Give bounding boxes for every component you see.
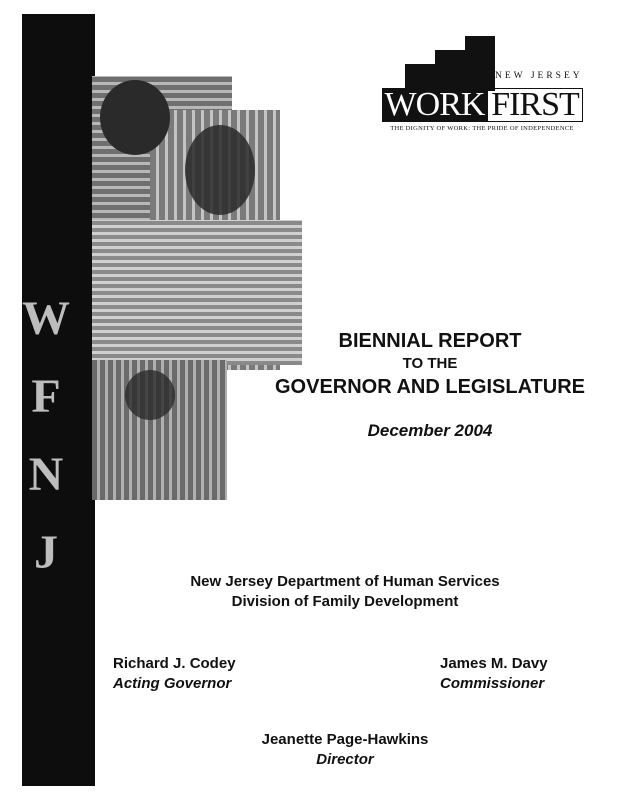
department-block (150, 572, 540, 612)
photo-head-woman (185, 125, 255, 215)
spine-letter-n: N (28, 448, 64, 501)
logo-work-text: WORK (382, 88, 487, 122)
commissioner-title: Commissioner (440, 675, 545, 692)
commissioner-name: James M. Davy (440, 655, 548, 672)
photo-head-child (125, 370, 175, 420)
director-block (220, 730, 470, 770)
logo-stairs-graphic (405, 36, 495, 91)
spine-letter-w: W (22, 292, 70, 345)
workfirst-nj-logo (377, 36, 587, 136)
title-line-1: BIENNIAL REPORT (338, 330, 522, 352)
director-title: Director (316, 751, 374, 768)
governor-title: Acting Governor (113, 675, 232, 692)
spine-letter-j: J (34, 526, 58, 579)
commissioner-block (440, 654, 548, 694)
report-date: December 2004 (367, 421, 493, 440)
department-name: New Jersey Department of Human Services (190, 573, 500, 590)
division-name: Division of Family Development (231, 593, 459, 610)
photo-head-man (100, 80, 170, 155)
report-title (270, 328, 590, 400)
title-line-3: GOVERNOR AND LEGISLATURE (274, 376, 585, 398)
spine-letter-f: F (31, 370, 61, 423)
title-line-2: TO THE (402, 355, 458, 372)
logo-tagline: THE DIGNITY OF WORK: THE PRIDE OF INDEPENDENCE (390, 125, 574, 132)
governor-block (113, 654, 236, 694)
governor-name: Richard J. Codey (113, 655, 236, 672)
spine-letters (22, 292, 70, 579)
logo-new-jersey: NEW JERSEY (495, 71, 583, 81)
director-name: Jeanette Page-Hawkins (261, 731, 429, 748)
logo-first-text: FIRST (487, 88, 583, 122)
